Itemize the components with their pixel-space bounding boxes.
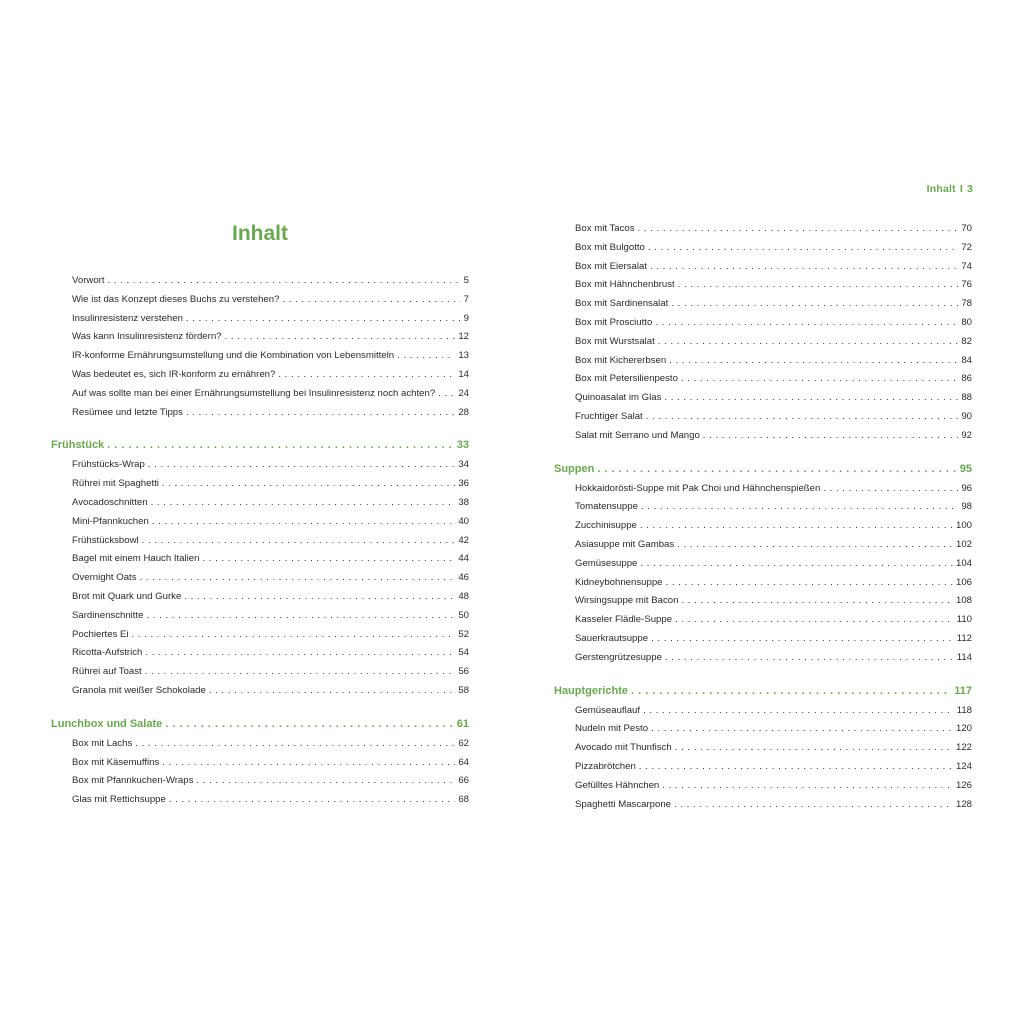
toc-entry[interactable] <box>51 754 469 773</box>
entry-title: Asiasuppe mit Gambas <box>575 538 675 550</box>
dot-leader <box>662 777 953 796</box>
entry-page: 14 <box>458 368 469 380</box>
toc-entry[interactable] <box>51 588 469 607</box>
entry-page: 124 <box>955 760 972 772</box>
entry-title: Box mit Sardinensalat <box>575 298 669 310</box>
entry-title: Sauerkrautsuppe <box>575 632 649 644</box>
entry-page: 38 <box>458 496 469 508</box>
toc-lunchbox-list-right <box>554 220 972 446</box>
dot-leader <box>186 310 461 329</box>
entry-title: Vorwort <box>72 275 105 286</box>
dot-leader <box>675 611 954 630</box>
entry-title: Box mit Eiersalat <box>575 260 647 272</box>
dot-leader <box>225 328 456 347</box>
dot-leader <box>165 714 454 735</box>
dot-leader <box>669 352 958 371</box>
toc-entry[interactable] <box>51 772 469 791</box>
toc-entry[interactable] <box>51 550 469 569</box>
entry-page: 58 <box>458 684 469 696</box>
dot-leader <box>681 370 958 389</box>
entry-page: 90 <box>961 410 972 422</box>
entry-page: 36 <box>458 478 469 490</box>
entry-page: 42 <box>458 534 469 546</box>
entry-title: Quinoasalat im Glas <box>575 392 662 404</box>
dot-leader <box>146 607 455 626</box>
entry-page: 72 <box>961 241 972 253</box>
toc-entry[interactable] <box>51 347 469 366</box>
dot-leader <box>823 480 958 499</box>
toc-entry[interactable] <box>51 513 469 532</box>
toc-entry[interactable] <box>554 480 972 499</box>
dot-leader <box>107 435 454 456</box>
entry-page: 46 <box>458 572 469 584</box>
toc-entry[interactable] <box>51 532 469 551</box>
toc-entry[interactable] <box>554 611 972 630</box>
dot-leader <box>664 389 958 408</box>
entry-page: 48 <box>458 590 469 602</box>
toc-entry[interactable] <box>51 569 469 588</box>
running-head-page-number: 3 <box>966 183 973 195</box>
dot-leader <box>169 791 455 810</box>
toc-entry[interactable] <box>554 592 972 611</box>
toc-entry[interactable] <box>554 517 972 536</box>
dot-leader <box>140 569 456 588</box>
entry-page: 86 <box>961 373 972 385</box>
entry-title: Resümee und letzte Tipps <box>72 406 183 418</box>
entry-title: Gemüseauflauf <box>575 704 641 716</box>
dot-leader <box>148 456 455 475</box>
entry-page: 96 <box>961 482 972 494</box>
toc-entry[interactable] <box>51 735 469 754</box>
entry-title: Gerstengrützesuppe <box>575 651 662 663</box>
dot-leader <box>643 702 954 721</box>
running-head-title: Inhalt <box>926 183 956 195</box>
entry-page: 44 <box>458 553 469 565</box>
toc-hauptgerichte-list <box>554 702 972 815</box>
dot-leader <box>209 682 455 701</box>
entry-page: 102 <box>955 538 972 550</box>
entry-title: Box mit Prosciutto <box>575 316 653 328</box>
entry-page: 78 <box>961 298 972 310</box>
entry-page: 12 <box>458 331 469 343</box>
entry-title: Box mit Lachs <box>72 737 133 749</box>
entry-title: Was bedeutet es, sich IR-konform zu ernähren? <box>72 368 276 380</box>
entry-title: Spaghetti Mascarpone <box>575 798 671 810</box>
toc-entry[interactable] <box>554 498 972 517</box>
entry-title: Fruchtiger Salat <box>575 410 643 422</box>
entry-page: 92 <box>961 429 972 441</box>
dot-leader <box>631 681 951 702</box>
toc-section-fruehstueck[interactable] <box>51 435 469 456</box>
entry-page: 24 <box>458 387 469 399</box>
dot-leader <box>674 796 953 815</box>
dot-leader <box>650 258 958 277</box>
dot-leader <box>651 720 953 739</box>
dot-leader <box>438 385 455 404</box>
dot-leader <box>597 459 956 480</box>
section-title: Frühstück <box>51 439 105 452</box>
toc-entry[interactable] <box>51 607 469 626</box>
dot-leader <box>671 295 958 314</box>
entry-title: Rührei mit Spaghetti <box>72 478 159 490</box>
entry-page: 52 <box>458 628 469 640</box>
entry-title: Frühstücksbowl <box>72 534 139 546</box>
entry-page: 54 <box>458 647 469 659</box>
entry-title: Sardinenschnitte <box>72 609 144 621</box>
toc-entry[interactable] <box>51 385 469 404</box>
toc-entry[interactable] <box>554 777 972 796</box>
entry-page: 84 <box>961 354 972 366</box>
toc-section-hauptgerichte[interactable] <box>554 681 972 702</box>
entry-title: Gefülltes Hähnchen <box>575 779 660 791</box>
toc-entry[interactable] <box>554 427 972 446</box>
entry-title: Box mit Käsemuffins <box>72 756 160 768</box>
dot-leader <box>278 366 455 385</box>
toc-entry[interactable] <box>51 791 469 810</box>
entry-page: 80 <box>961 316 972 328</box>
dot-leader <box>678 276 959 295</box>
toc-entry[interactable] <box>51 682 469 701</box>
toc-suppen-list <box>554 480 972 668</box>
toc-entry[interactable] <box>51 475 469 494</box>
toc-section-lunchbox[interactable] <box>51 714 469 735</box>
section-page: 33 <box>456 439 469 452</box>
dot-leader <box>639 758 953 777</box>
dot-leader <box>151 494 456 513</box>
toc-entry[interactable] <box>51 366 469 385</box>
toc-entry[interactable] <box>51 456 469 475</box>
dot-leader <box>638 220 959 239</box>
toc-entry[interactable] <box>554 333 972 352</box>
entry-title: Box mit Tacos <box>575 223 635 234</box>
toc-entry[interactable] <box>51 272 469 291</box>
entry-page: 122 <box>955 742 972 754</box>
entry-page: 104 <box>955 557 972 569</box>
dot-leader <box>282 291 460 310</box>
entry-page: 128 <box>955 798 972 810</box>
dot-leader <box>152 513 456 532</box>
toc-section-suppen[interactable] <box>554 459 972 480</box>
toc-entry[interactable] <box>554 389 972 408</box>
dot-leader <box>658 333 959 352</box>
entry-page: 13 <box>458 350 469 362</box>
section-title: Suppen <box>554 462 595 475</box>
entry-title: Wie ist das Konzept dieses Buchs zu verstehen? <box>72 293 280 305</box>
entry-page: 112 <box>956 632 972 644</box>
entry-title: Avocado mit Thunfisch <box>575 742 672 754</box>
toc-entry[interactable] <box>554 702 972 721</box>
toc-entry[interactable] <box>554 258 972 277</box>
toc-entry[interactable] <box>554 239 972 258</box>
dot-leader <box>108 272 461 291</box>
dot-leader <box>665 649 954 668</box>
running-head <box>927 183 973 195</box>
toc-entry[interactable] <box>51 404 469 423</box>
toc-right-column <box>554 220 972 814</box>
entry-title: Auf was sollte man bei einer Ernährungsumstellung bei Insulinresistenz noch achten? <box>72 387 436 399</box>
dot-leader <box>675 739 953 758</box>
dot-leader <box>132 626 456 645</box>
dot-leader <box>162 475 455 494</box>
entry-title: Kasseler Flädle-Suppe <box>575 614 673 626</box>
entry-title: Zucchinisuppe <box>575 520 637 532</box>
toc-intro-list <box>51 272 469 422</box>
entry-page: 108 <box>955 595 972 607</box>
section-page: 95 <box>959 462 972 475</box>
entry-page: 76 <box>961 279 972 291</box>
toc-entry[interactable] <box>51 494 469 513</box>
toc-entry[interactable] <box>554 739 972 758</box>
dot-leader <box>397 347 455 366</box>
entry-title: IR-konforme Ernährungsumstellung und die Kombination von Lebensmitteln <box>72 350 395 362</box>
entry-title: Bagel mit einem Hauch Italien <box>72 553 200 565</box>
entry-title: Box mit Pfannkuchen-Wraps <box>72 775 194 787</box>
entry-page: 50 <box>458 609 469 621</box>
entry-title: Salat mit Serrano und Mango <box>575 429 700 441</box>
toc-entry[interactable] <box>554 555 972 574</box>
toc-left-column <box>51 272 469 810</box>
dot-leader <box>162 754 455 773</box>
entry-page: 120 <box>955 723 972 735</box>
section-title: Hauptgerichte <box>554 684 628 697</box>
entry-page: 28 <box>458 406 469 418</box>
entry-page: 74 <box>961 260 972 272</box>
entry-title: Mini-Pfannkuchen <box>72 515 149 527</box>
toc-entry[interactable] <box>554 370 972 389</box>
running-head-separator: I <box>959 183 963 195</box>
toc-entry[interactable] <box>554 574 972 593</box>
entry-page: 40 <box>458 515 469 527</box>
entry-title: Avocadoschnitten <box>72 496 148 508</box>
dot-leader <box>655 314 958 333</box>
entry-title: Pochiertes Ei <box>72 628 129 640</box>
entry-page: 118 <box>956 704 972 716</box>
toc-entry[interactable] <box>554 630 972 649</box>
entry-title: Box mit Hähnchenbrust <box>575 279 675 291</box>
toc-entry[interactable] <box>554 295 972 314</box>
entry-title: Overnight Oats <box>72 572 137 584</box>
entry-page: 100 <box>955 520 972 532</box>
toc-entry[interactable] <box>554 220 972 239</box>
entry-page: 126 <box>955 779 972 791</box>
dot-leader <box>184 588 455 607</box>
toc-title: Inhalt <box>232 222 288 245</box>
entry-title: Brot mit Quark und Gurke <box>72 590 182 602</box>
section-page: 61 <box>456 717 469 730</box>
section-title: Lunchbox und Salate <box>51 717 163 730</box>
dot-leader <box>202 550 455 569</box>
entry-page: 34 <box>458 459 469 471</box>
dot-leader <box>640 517 953 536</box>
entry-page: 66 <box>458 775 469 787</box>
entry-title: Hokkaidorösti-Suppe mit Pak Choi und Hähnchenspießen <box>575 482 821 494</box>
entry-title: Insulinresistenz verstehen <box>72 312 183 324</box>
entry-page: 62 <box>458 737 469 749</box>
dot-leader <box>135 735 455 754</box>
entry-title: Was kann Insulinresistenz fördern? <box>72 331 222 343</box>
toc-entry[interactable] <box>554 720 972 739</box>
entry-page: 56 <box>458 666 469 678</box>
entry-title: Glas mit Rettichsuppe <box>72 794 166 806</box>
entry-page: 88 <box>961 392 972 404</box>
toc-entry[interactable] <box>51 663 469 682</box>
dot-leader <box>186 404 455 423</box>
toc-entry[interactable] <box>554 649 972 668</box>
toc-lunchbox-list-left <box>51 735 469 810</box>
dot-leader <box>677 536 953 555</box>
entry-page: 5 <box>463 275 469 286</box>
dot-leader <box>640 555 953 574</box>
dot-leader <box>681 592 953 611</box>
toc-entry[interactable] <box>51 310 469 329</box>
dot-leader <box>646 408 959 427</box>
entry-title: Box mit Bulgotto <box>575 241 645 253</box>
toc-entry[interactable] <box>554 536 972 555</box>
toc-entry[interactable] <box>554 352 972 371</box>
entry-page: 98 <box>961 501 972 513</box>
entry-page: 9 <box>463 312 469 324</box>
toc-entry[interactable] <box>51 328 469 347</box>
dot-leader <box>651 630 954 649</box>
entry-page: 82 <box>961 335 972 347</box>
entry-title: Frühstücks-Wrap <box>72 459 145 471</box>
toc-entry[interactable] <box>554 408 972 427</box>
entry-page: 110 <box>956 614 972 626</box>
toc-entry[interactable] <box>51 291 469 310</box>
entry-title: Tomatensuppe <box>575 501 638 513</box>
dot-leader <box>648 239 958 258</box>
entry-title: Box mit Petersilienpesto <box>575 373 678 385</box>
entry-page: 7 <box>463 293 469 305</box>
toc-entry[interactable] <box>554 276 972 295</box>
entry-page: 114 <box>956 651 972 663</box>
entry-title: Box mit Kichererbsen <box>575 354 667 366</box>
toc-entry[interactable] <box>51 644 469 663</box>
entry-title: Wirsingsuppe mit Bacon <box>575 595 679 607</box>
dot-leader <box>145 663 456 682</box>
dot-leader <box>641 498 958 517</box>
entry-title: Kidneybohnensuppe <box>575 576 663 588</box>
entry-page: 68 <box>458 794 469 806</box>
toc-entry[interactable] <box>554 758 972 777</box>
entry-page: 70 <box>961 223 972 234</box>
entry-title: Pizzabrötchen <box>575 760 636 772</box>
toc-fruehstueck-list <box>51 456 469 700</box>
dot-leader <box>703 427 959 446</box>
dot-leader <box>196 772 455 791</box>
toc-entry[interactable] <box>554 314 972 333</box>
dot-leader <box>142 532 456 551</box>
entry-title: Gemüsesuppe <box>575 557 638 569</box>
entry-title: Rührei auf Toast <box>72 666 142 678</box>
entry-title: Box mit Wurstsalat <box>575 335 655 347</box>
entry-title: Nudeln mit Pesto <box>575 723 649 735</box>
entry-page: 64 <box>458 756 469 768</box>
dot-leader <box>145 644 455 663</box>
section-page: 117 <box>954 684 972 697</box>
entry-page: 106 <box>955 576 972 588</box>
dot-leader <box>666 574 953 593</box>
toc-entry[interactable] <box>51 626 469 645</box>
entry-title: Ricotta-Aufstrich <box>72 647 143 659</box>
entry-title: Granola mit weißer Schokolade <box>72 684 206 696</box>
toc-entry[interactable] <box>554 796 972 815</box>
